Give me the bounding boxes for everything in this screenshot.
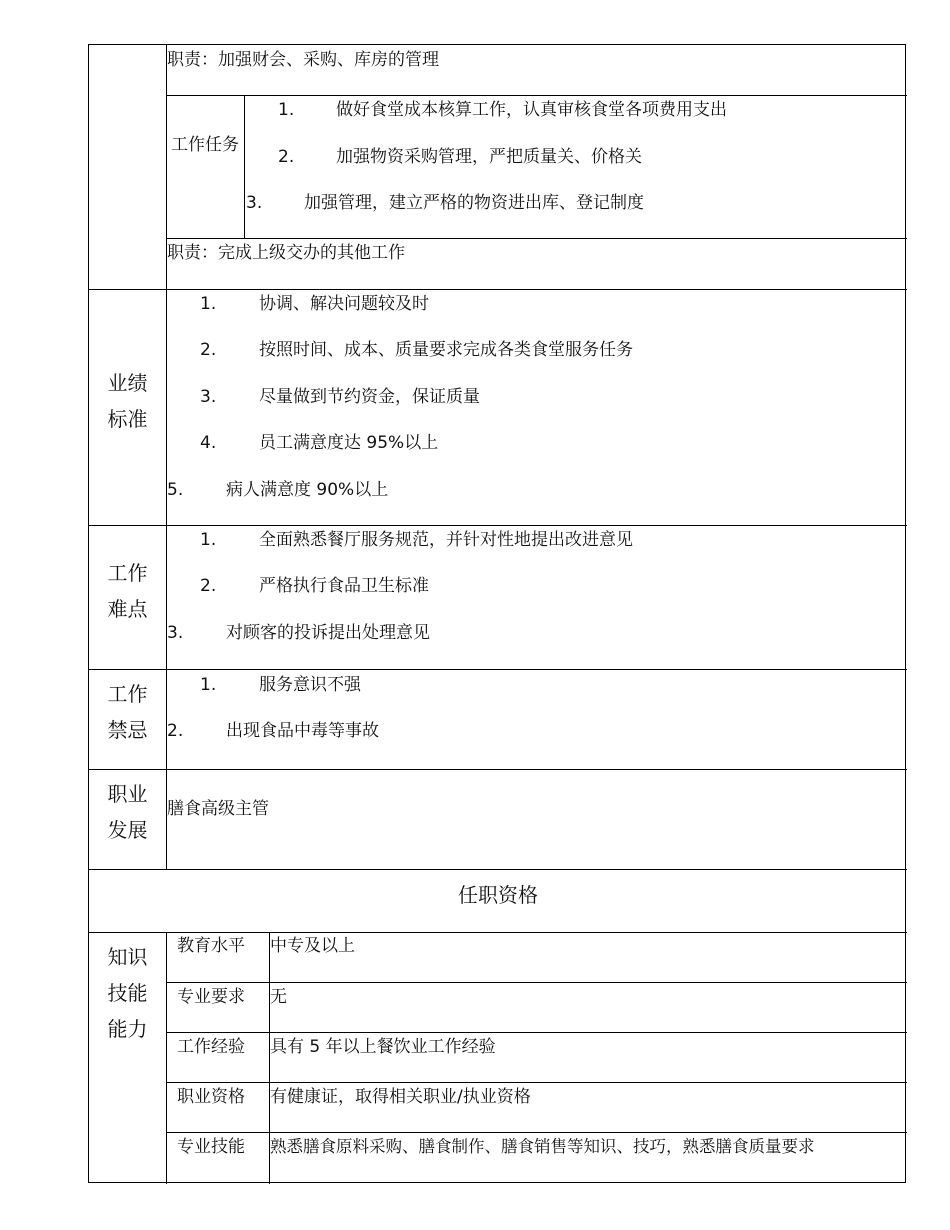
difficulty-label [89,555,166,627]
skill-value: 中专及以上 [270,936,355,956]
item-text: 协调、解决问题较及时 [259,294,429,314]
item-number: 1. [200,294,217,314]
skill-value: 具有 5 年以上餐饮业工作经验 [270,1037,496,1057]
row-divider [166,1032,907,1033]
taboo-item [200,674,361,696]
item-text: 病人满意度 90%以上 [226,480,389,500]
item-text: 全面熟悉餐厅服务规范，并针对性地提出改进意见 [259,530,633,550]
difficulty-item [200,575,429,597]
item-text: 出现食品中毒等事故 [226,721,379,741]
skill-value: 无 [270,987,287,1007]
section-divider [89,669,907,670]
task-text: 加强管理，建立严格的物资进出库、登记制度 [304,193,644,213]
label-line: 工作 [107,682,148,706]
task-text: 做好食堂成本核算工作，认真审核食堂各项费用支出 [336,100,727,120]
task-text: 加强物资采购管理，严把质量关、价格关 [336,147,642,167]
taboo-item [167,720,379,742]
item-number: 2. [167,721,184,741]
task-number: 2. [278,147,295,167]
skill-key: 职业资格 [177,1087,245,1107]
item-number: 1. [200,530,217,550]
item-number: 3. [200,387,217,407]
section-divider [89,525,907,526]
label-line: 发展 [107,818,148,842]
label-line: 技能 [107,981,148,1005]
career-label [89,776,166,848]
task-number: 3. [246,193,263,213]
job-description-table [88,44,906,1183]
item-number: 2. [200,576,217,596]
row-divider [166,238,907,239]
taboo-label [89,676,166,748]
item-text: 尽量做到节约资金，保证质量 [259,387,480,407]
skill-key: 专业技能 [177,1137,245,1157]
performance-item [200,293,429,315]
row-divider [166,1082,907,1083]
task-item [278,146,642,168]
item-number: 4. [200,433,217,453]
task-label-divider [244,95,245,238]
skill-key: 工作经验 [177,1037,245,1057]
performance-item [200,386,480,408]
skill-key: 专业要求 [177,987,245,1007]
item-number: 5. [167,480,184,500]
task-number: 1. [278,100,295,120]
item-number: 1. [200,675,217,695]
performance-label [89,365,166,437]
label-column-divider [166,45,167,869]
row-divider [166,982,907,983]
label-line: 难点 [107,597,148,621]
label-line: 工作 [107,561,148,585]
row-divider [166,95,907,96]
label-line: 禁忌 [107,718,148,742]
task-item [278,99,727,121]
label-line: 知识 [107,945,148,969]
qualification-header: 任职资格 [458,883,538,907]
label-column-divider-lower [166,932,167,1184]
task-item [246,192,644,214]
performance-item [200,432,438,454]
label-line: 标准 [107,407,148,431]
item-number: 3. [167,623,184,643]
item-text: 对顾客的投诉提出处理意见 [226,623,430,643]
label-line: 能力 [107,1017,148,1041]
skill-value: 熟悉膳食原料采购、膳食制作、膳食销售等知识、技巧，熟悉膳食质量要求 [270,1137,815,1156]
difficulty-item [200,529,633,551]
item-text: 严格执行食品卫生标准 [259,576,429,596]
item-text: 服务意识不强 [259,675,361,695]
section-divider [89,932,907,933]
item-text: 员工满意度达 95%以上 [259,433,439,453]
skill-value: 有健康证，取得相关职业/执业资格 [270,1087,531,1107]
difficulty-item [167,622,430,644]
performance-item [200,339,633,361]
duty-text: 职责：完成上级交办的其他工作 [167,243,405,263]
performance-item [167,479,388,501]
task-label-text: 工作任务 [171,135,239,155]
duty-text: 职责：加强财会、采购、库房的管理 [167,50,439,70]
row-divider [166,1132,907,1133]
item-number: 2. [200,340,217,360]
item-text: 按照时间、成本、质量要求完成各类食堂服务任务 [259,340,633,360]
career-text: 膳食高级主管 [167,799,269,819]
section-divider [89,869,907,870]
section-divider [89,769,907,770]
label-line: 职业 [107,782,148,806]
task-label [169,133,241,157]
label-line: 业绩 [107,371,148,395]
section-divider [89,289,907,290]
skill-key: 教育水平 [177,936,245,956]
skills-label [89,939,166,1047]
